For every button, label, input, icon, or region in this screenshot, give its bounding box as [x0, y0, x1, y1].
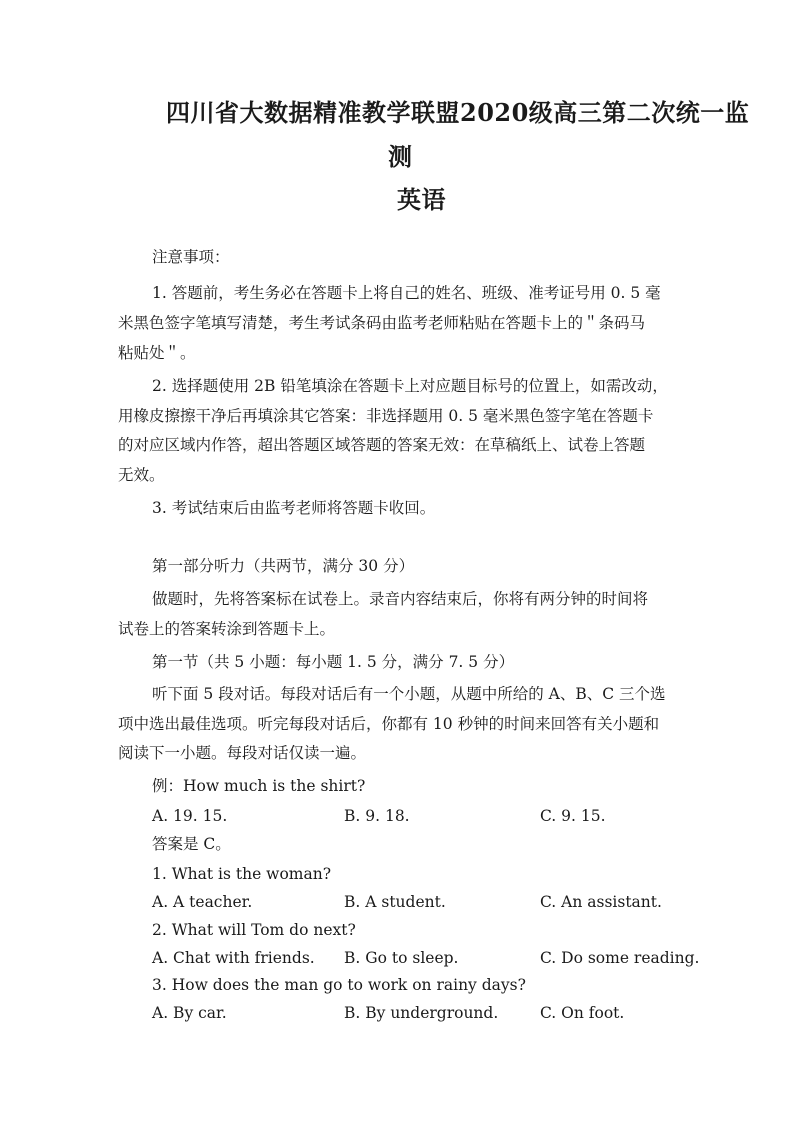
notice-item-2-line-2: 用橡皮擦擦干净后再填涂其它答案：非选择题用 0. 5 毫米黑色签字笔在答题卡	[118, 407, 654, 425]
exam-title: 四川省大数据精准教学联盟2020级高三第二次统一监	[166, 98, 750, 127]
question-1: 1. What is the woman?	[152, 865, 332, 883]
part1-intro-line-2: 试卷上的答案转涂到答题卡上。	[118, 620, 336, 638]
section1-instructions-line-2: 项中选出最佳选项。听完每段对话后，你都有 10 秒钟的时间来回答有关小题和	[118, 715, 660, 733]
question-1-option-a: A. A teacher.	[152, 893, 253, 911]
notice-item-1-line-2: 米黑色签字笔填写清楚，考生考试条码由监考老师粘贴在答题卡上的＂条码马	[118, 314, 646, 332]
question-3: 3. How does the man go to work on rainy days?	[152, 976, 526, 994]
question-3-option-c: C. On foot.	[540, 1004, 625, 1022]
question-3-option-a: A. By car.	[152, 1004, 227, 1022]
example-option-b: B. 9. 18.	[344, 807, 410, 825]
question-1-option-c: C. An assistant.	[540, 893, 662, 911]
notice-item-1: 1. 答题前，考生务必在答题卡上将自己的姓名、班级、准考证号用 0. 5 毫	[152, 284, 661, 302]
question-1-option-b: B. A student.	[344, 893, 446, 911]
notice-item-3: 3. 考试结束后由监考老师将答题卡收回。	[152, 499, 436, 517]
notice-item-2-line-4: 无效。	[118, 466, 165, 484]
question-2-option-c: C. Do some reading.	[540, 949, 700, 967]
question-3-option-b: B. By underground.	[344, 1004, 499, 1022]
notice-heading: 注意事项：	[152, 248, 230, 266]
section1-heading: 第一节（共 5 小题：每小题 1. 5 分，满分 7. 5 分）	[152, 653, 515, 671]
part1-intro: 做题时，先将答案标在试卷上。录音内容结束后，你将有两分钟的时间将	[152, 590, 649, 608]
question-2-option-b: B. Go to sleep.	[344, 949, 459, 967]
example-answer: 答案是 C。	[152, 835, 231, 853]
example-option-c: C. 9. 15.	[540, 807, 606, 825]
example-option-a: A. 19. 15.	[152, 807, 228, 825]
exam-title-continued: 测	[388, 142, 413, 171]
part1-heading: 第一部分听力（共两节，满分 30 分）	[152, 557, 415, 575]
section1-instructions: 听下面 5 段对话。每段对话后有一个小题，从题中所给的 A、B、C 三个选	[152, 685, 666, 703]
question-2-option-a: A. Chat with friends.	[152, 949, 315, 967]
subject-title: 英语	[397, 185, 446, 214]
example-question: 例：How much is the shirt?	[152, 777, 366, 795]
notice-item-2-line-3: 的对应区域内作答，超出答题区域答题的答案无效：在草稿纸上、试卷上答题	[118, 436, 646, 454]
notice-item-2: 2. 选择题使用 2B 铅笔填涂在答题卡上对应题目标号的位置上，如需改动，	[152, 377, 668, 395]
notice-item-1-line-3: 粘贴处＂。	[118, 344, 196, 362]
section1-instructions-line-3: 阅读下一小题。每段对话仅读一遍。	[118, 744, 367, 762]
question-2: 2. What will Tom do next?	[152, 921, 356, 939]
